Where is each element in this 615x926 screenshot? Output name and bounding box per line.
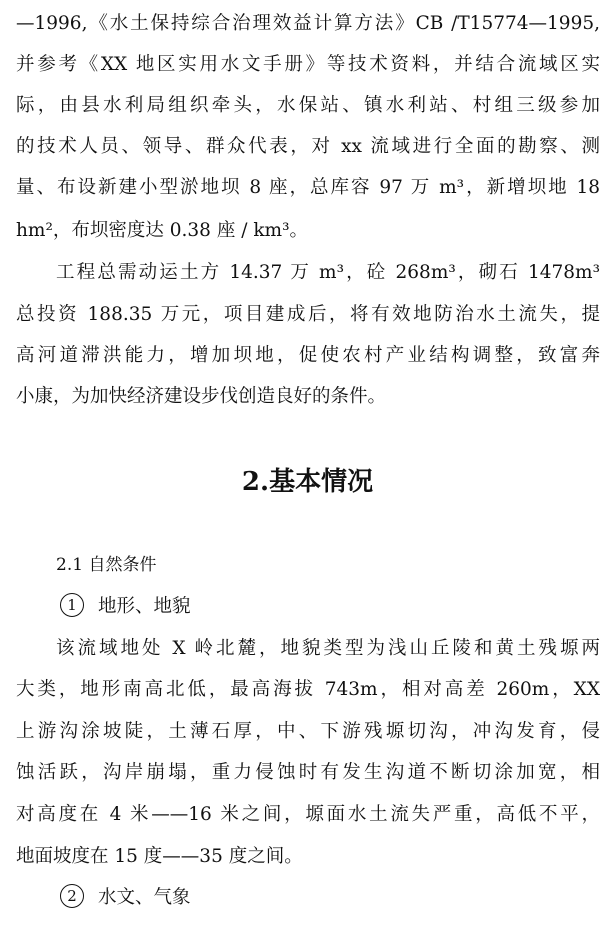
paragraph-1-line-4: 的技术人员、领导、群众代表，对 xx 流域进行全面的勘察、测 <box>16 136 600 157</box>
paragraph-1-line-1: —1996,《水土保持综合治理效益计算方法》CB /T15774—1995, <box>16 13 600 34</box>
paragraph-3-line-5: 对高度在 4 米——16 米之间，塬面水土流失严重，高低不平， <box>16 804 600 825</box>
paragraph-2-line-3: 高河道滞洪能力，增加坝地，促使农村产业结构调整，致富奔 <box>16 345 600 366</box>
circled-number: 1 <box>60 593 84 617</box>
list-item-terrain <box>60 589 191 625</box>
list-item-label: 地形、地貌 <box>98 596 191 617</box>
paragraph-1-line-5: 量、布设新建小型淤地坝 8 座，总库容 97 万 m³，新增坝地 18 <box>16 177 600 198</box>
paragraph-1-line-2: 并参考《XX 地区实用水文手册》等技术资料，并结合流域区实 <box>16 54 600 75</box>
section-heading: 2.基本情况 <box>241 467 374 497</box>
circled-number: 2 <box>60 884 84 908</box>
list-item-label: 水文、气象 <box>98 887 191 908</box>
list-item-hydrology <box>60 880 191 916</box>
paragraph-3-line-6: 地面坡度在 15 度——35 度之间。 <box>16 846 303 867</box>
paragraph-3-line-1: 该流域地处 X 岭北麓，地貌类型为浅山丘陵和黄土残塬两 <box>56 638 600 659</box>
paragraph-1-line-3: 际，由县水利局组织牵头，水保站、镇水利站、村组三级参加 <box>16 95 600 116</box>
subsection-title: 2.1 自然条件 <box>56 555 157 575</box>
paragraph-2-line-2: 总投资 188.35 万元，项目建成后，将有效地防治水土流失，提 <box>16 304 600 325</box>
paragraph-3-line-4: 蚀活跃，沟岸崩塌，重力侵蚀时有发生沟道不断切涂加宽，相 <box>16 762 600 783</box>
paragraph-3-line-2: 大类，地形南高北低，最高海拔 743m，相对高差 260m，XX <box>16 679 600 700</box>
paragraph-1-line-6: hm²，布坝密度达 0.38 座 / km³。 <box>16 220 308 241</box>
paragraph-3-line-3: 上游沟涂坡陡，土薄石厚，中、下游残塬切沟，冲沟发育，侵 <box>16 721 600 742</box>
paragraph-2-line-4: 小康，为加快经济建设步伐创造良好的条件。 <box>16 386 387 407</box>
paragraph-2-line-1: 工程总需动运土方 14.37 万 m³，砼 268m³，砌石 1478m³ <box>56 262 600 283</box>
